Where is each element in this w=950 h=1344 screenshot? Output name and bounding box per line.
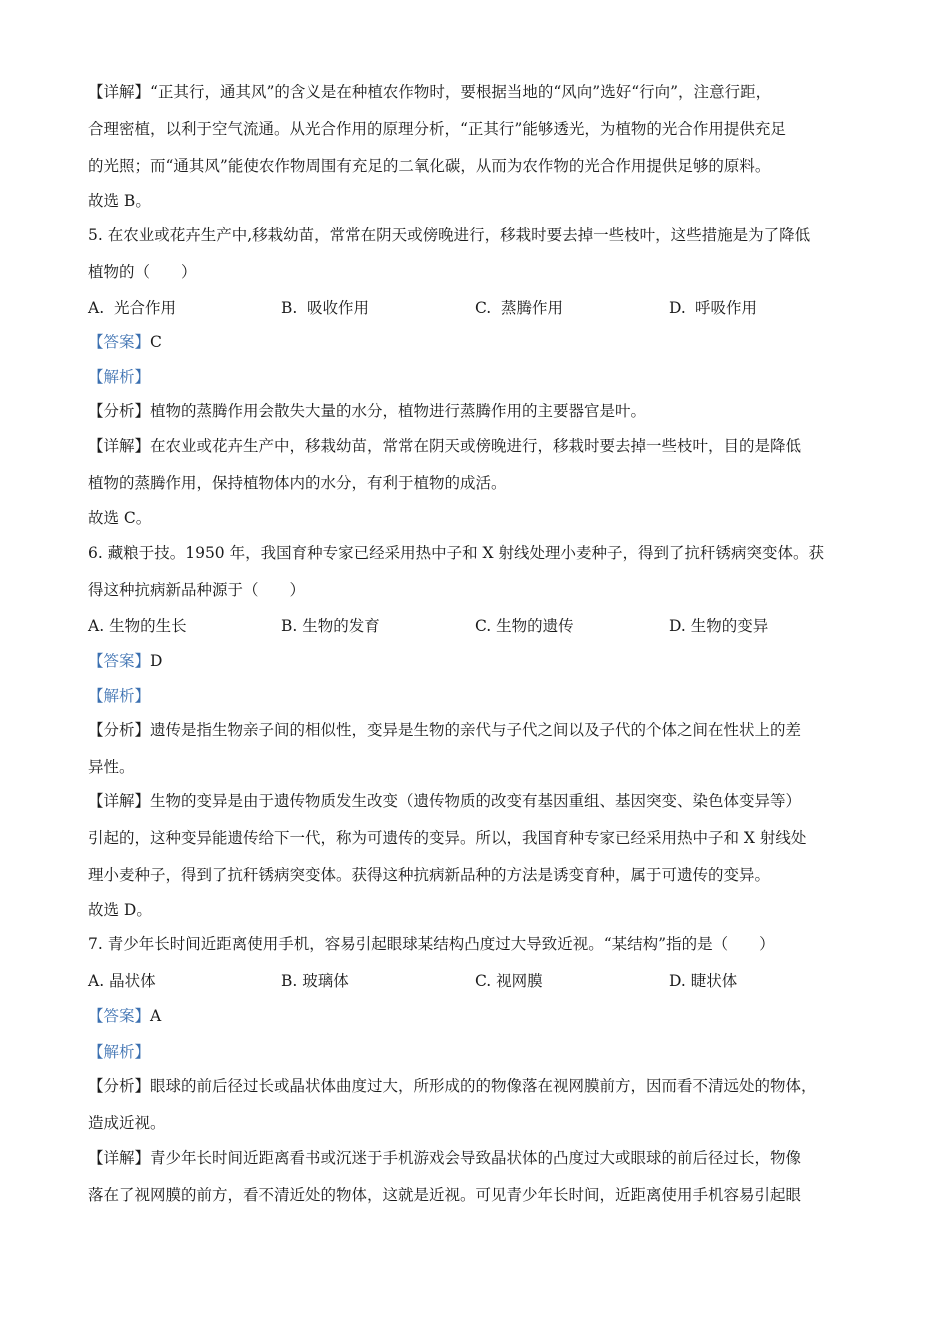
q7-fenxi-text-1: 眼球的前后径过长或晶状体曲度过大，所形成的的物像落在视网膜前方，因而看不清远处的物体， <box>150 1077 817 1095</box>
q7-analysis-tag: 【解析】 <box>88 1043 151 1061</box>
q6-option-d <box>669 616 768 636</box>
q5-fenxi-line-1 <box>88 401 646 421</box>
q4-detail-line-2: 合理密植，以利于空气流通。从光合作用的原理分析，“正其行”能够透光，为植物的光合作用提供充足 <box>88 120 786 138</box>
q7-option-b-text: 玻璃体 <box>302 972 349 990</box>
q7-option-c-text: 视网膜 <box>496 972 543 990</box>
q6-option-c-text: 生物的遗传 <box>496 617 574 635</box>
q6-option-b <box>281 616 380 636</box>
q7-stem-line-1: 7. 青少年长时间近距离使用手机，容易引起眼球某结构凸度过大导致近视。“某结构”指的是（ ） <box>88 935 775 953</box>
q7-answer-tag: 【答案】 <box>88 1007 151 1025</box>
q5-answer-line <box>88 332 162 352</box>
q5-fenxi-text-1: 植物的蒸腾作用会散失大量的水分，植物进行蒸腾作用的主要器官是叶。 <box>150 402 647 420</box>
q5-stem-line-1: 5. 在农业或花卉生产中,移栽幼苗，常常在阴天或傍晚进行，移栽时要去掉一些枝叶，这些措施是为了降低 <box>88 226 811 244</box>
q5-option-c-letter: C. <box>475 299 492 317</box>
q6-fenxi-text-1: 遗传是指生物亲子间的相似性，变异是生物的亲代与子代之间以及子代的个体之间在性状上的差 <box>150 721 802 739</box>
q5-option-a-letter: A. <box>88 299 105 317</box>
q7-option-d-letter: D. <box>669 972 686 990</box>
q5-analysis-tag: 【解析】 <box>88 368 151 386</box>
q7-option-c <box>475 971 543 991</box>
q5-option-a-text: 光合作用 <box>114 299 177 317</box>
q7-fenxi-line-2: 造成近视。 <box>88 1114 166 1132</box>
q6-option-d-letter: D. <box>669 617 686 635</box>
q5-option-d-text: 呼吸作用 <box>695 299 758 317</box>
q5-option-c <box>475 298 563 318</box>
q5-option-b <box>281 298 369 318</box>
q4-detail-line-1 <box>88 82 771 102</box>
q6-stem-line-2: 得这种抗病新品种源于（ ） <box>88 581 306 599</box>
q5-option-a <box>88 298 176 318</box>
q5-option-d <box>669 298 757 318</box>
q7-detail-text-1: 青少年长时间近距离看书或沉迷于手机游戏会导致晶状体的凸度过大或眼球的前后径过长，物像 <box>150 1149 802 1167</box>
q6-option-c-letter: C. <box>475 617 492 635</box>
q7-answer-line <box>88 1006 161 1026</box>
q4-detail-line-3: 的光照；而“通其风”能使农作物周围有充足的二氧化碳，从而为农作物的光合作用提供足够的原料。 <box>88 157 771 175</box>
q6-choose: 故选 D。 <box>88 901 152 919</box>
q5-choose: 故选 C。 <box>88 509 152 527</box>
q6-answer-tag: 【答案】 <box>88 652 151 670</box>
q6-fenxi-line-1 <box>88 720 801 740</box>
q6-option-b-text: 生物的发育 <box>302 617 380 635</box>
q5-detail-text-1: 在农业或花卉生产中，移栽幼苗，常常在阴天或傍晚进行，移栽时要去掉一些枝叶，目的是降低 <box>150 437 802 455</box>
q6-answer-line <box>88 651 162 671</box>
q5-option-b-text: 吸收作用 <box>307 299 370 317</box>
q6-fenxi-tag: 【分析】 <box>88 721 151 739</box>
q4-detail-tag: 【详解】 <box>88 83 151 101</box>
q5-detail-line-2: 植物的蒸腾作用，保持植物体内的水分，有利于植物的成活。 <box>88 474 507 492</box>
q7-detail-line-1 <box>88 1148 801 1168</box>
q7-option-b-letter: B. <box>281 972 298 990</box>
q5-answer-value: C <box>150 333 162 351</box>
q7-option-a <box>88 971 156 991</box>
q7-option-c-letter: C. <box>475 972 492 990</box>
q7-answer-value: A <box>150 1007 162 1025</box>
q7-detail-tag: 【详解】 <box>88 1149 151 1167</box>
q5-option-b-letter: B. <box>281 299 298 317</box>
q7-option-d-text: 睫状体 <box>690 972 738 990</box>
q6-option-b-letter: B. <box>281 617 298 635</box>
q6-fenxi-line-2: 异性。 <box>88 758 135 776</box>
q6-option-a-text: 生物的生长 <box>109 617 187 635</box>
q7-option-b <box>281 971 349 991</box>
q4-detail-text-1: “正其行，通其风”的含义是在种植农作物时，要根据当地的“风向”选好“行向”，注意行距， <box>150 83 772 101</box>
q6-detail-line-2: 引起的，这种变异能遗传给下一代，称为可遗传的变异。所以，我国育种专家已经采用热中子和 X 射线处 <box>88 829 807 847</box>
q5-stem-line-2: 植物的（ ） <box>88 263 197 281</box>
q6-detail-text-1: 生物的变异是由于遗传物质发生改变（遗传物质的改变有基因重组、基因突变、染色体变异等） <box>150 792 802 810</box>
q5-option-d-letter: D. <box>669 299 686 317</box>
q6-option-a-letter: A. <box>88 617 105 635</box>
q7-fenxi-tag: 【分析】 <box>88 1077 151 1095</box>
q5-fenxi-tag: 【分析】 <box>88 402 151 420</box>
q7-option-a-letter: A. <box>88 972 105 990</box>
q7-fenxi-line-1 <box>88 1076 817 1096</box>
q5-option-c-text: 蒸腾作用 <box>501 299 564 317</box>
q6-option-d-text: 生物的变异 <box>690 617 769 635</box>
q7-option-d <box>669 971 737 991</box>
q6-detail-line-3: 理小麦种子，得到了抗秆锈病突变体。获得这种抗病新品种的方法是诱变育种，属于可遗传的变异。 <box>88 866 771 884</box>
q6-analysis-tag: 【解析】 <box>88 687 151 705</box>
q5-detail-tag: 【详解】 <box>88 437 151 455</box>
q6-answer-value: D <box>150 652 163 670</box>
q7-option-a-text: 晶状体 <box>109 972 156 990</box>
q4-choose: 故选 B。 <box>88 192 151 210</box>
q7-detail-line-2: 落在了视网膜的前方，看不清近处的物体，这就是近视。可见青少年长时间，近距离使用手机容易引起眼 <box>88 1186 802 1204</box>
q6-detail-tag: 【详解】 <box>88 792 151 810</box>
q6-stem-line-1: 6. 藏粮于技。1950 年，我国育种专家已经采用热中子和 X 射线处理小麦种子，得到了抗秆锈病突变体。获 <box>88 544 824 562</box>
q5-detail-line-1 <box>88 436 801 456</box>
q6-option-a <box>88 616 187 636</box>
q6-detail-line-1 <box>88 791 801 811</box>
q6-option-c <box>475 616 574 636</box>
q5-answer-tag: 【答案】 <box>88 333 151 351</box>
